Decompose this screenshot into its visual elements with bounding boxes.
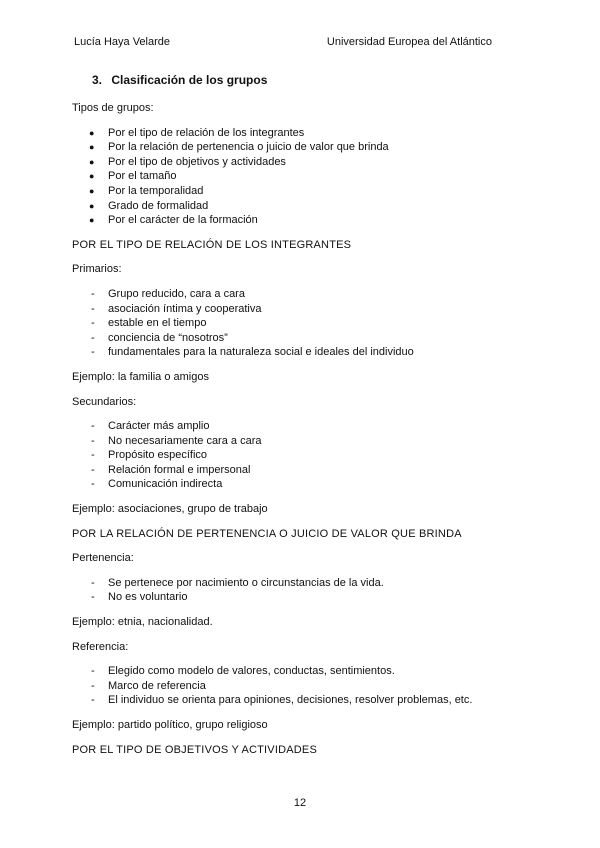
page-number: 12: [293, 797, 307, 809]
header-institution: Universidad Europea del Atlántico: [326, 36, 492, 48]
header-author: Lucía Haya Velarde: [74, 36, 171, 48]
heading-objetivos: POR EL TIPO DE OBJETIVOS Y ACTIVIDADES: [72, 743, 317, 756]
label-referencia: Referencia:: [72, 640, 129, 653]
example-secundarios: Ejemplo: asociaciones, grupo de trabajo: [72, 503, 268, 516]
list-item: - El individuo se orienta para opiniones, decisiones, resolver problemas, etc.: [72, 693, 532, 708]
primarios-list: [72, 287, 532, 360]
label-primarios: Primarios:: [72, 263, 122, 276]
list-item: - Se pertenece por nacimiento o circunstancias de la vida.: [72, 576, 532, 591]
pertenencia-list: [72, 576, 532, 605]
list-item: - Marco de referencia: [72, 679, 532, 694]
intro-text: Tipos de grupos:: [72, 102, 154, 114]
list-item: - No necesariamente cara a cara: [72, 434, 532, 449]
section-title: [92, 73, 532, 87]
heading-relacion: POR EL TIPO DE RELACIÓN DE LOS INTEGRANTES: [72, 238, 352, 251]
label-pertenencia: Pertenencia:: [72, 552, 134, 565]
example-referencia: Ejemplo: partido político, grupo religioso: [72, 719, 268, 731]
list-item: - Relación formal e impersonal: [72, 463, 532, 478]
list-item: - Elegido como modelo de valores, conductas, sentimientos.: [72, 664, 532, 679]
list-item: - No es voluntario: [72, 590, 532, 605]
list-item: - fundamentales para la naturaleza social e ideales del individuo: [72, 345, 532, 360]
example-primarios: Ejemplo: la familia o amigos: [72, 370, 209, 383]
list-item: - conciencia de “nosotros”: [72, 331, 532, 346]
page-header: [74, 36, 492, 52]
section-title-text: Clasificación de los grupos: [111, 73, 268, 87]
heading-pertenencia: POR LA RELACIÓN DE PERTENENCIA O JUICIO DE VALOR QUE BRINDA: [72, 527, 462, 540]
example-pertenencia: Ejemplo: etnia, nacionalidad.: [72, 616, 213, 629]
list-item: - Propósito específico: [72, 448, 532, 463]
group-types-list: [72, 126, 532, 228]
list-item: - estable en el tiempo: [72, 316, 532, 331]
referencia-list: [72, 664, 532, 708]
list-item: ● Por la temporalidad: [72, 184, 532, 199]
list-item: - asociación íntima y cooperativa: [72, 302, 532, 317]
secundarios-list: [72, 419, 532, 492]
label-secundarios: Secundarios:: [72, 395, 137, 408]
list-item: ● Por la relación de pertenencia o juicio de valor que brinda: [72, 140, 532, 155]
list-item: ● Por el carácter de la formación: [72, 213, 532, 228]
list-item: - Comunicación indirecta: [72, 477, 532, 492]
list-item: ● Por el tipo de relación de los integrantes: [72, 126, 532, 141]
list-item: ● Por el tamaño: [72, 169, 532, 184]
list-item: - Grupo reducido, cara a cara: [72, 287, 532, 302]
list-item: ● Por el tipo de objetivos y actividades: [72, 155, 532, 170]
section-number: 3.: [92, 73, 103, 87]
list-item: ● Grado de formalidad: [72, 199, 532, 214]
list-item: - Carácter más amplio: [72, 419, 532, 434]
document-body: [72, 73, 532, 767]
